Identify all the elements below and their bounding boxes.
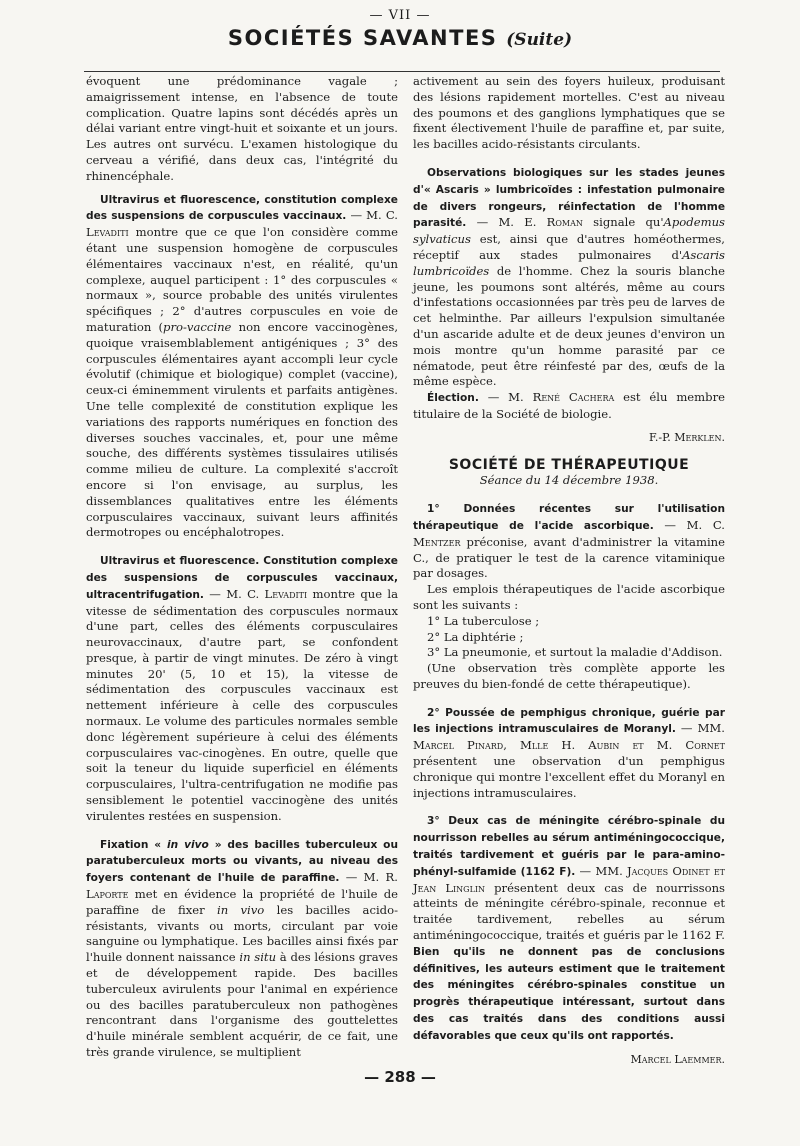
author: M. E. Roman: [498, 215, 583, 230]
italic-term: Ascaris lumbricoïdes: [413, 247, 725, 278]
section-title: 2° Poussée de pemphigus chronique, guérie par les injections intramusculaires de Moranyl.: [413, 706, 725, 736]
author: M. C. Mentzer: [413, 517, 725, 549]
section-title: Fixation « in vivo » des bacilles tuberculeux ou paratuberculeux morts ou vivants, au niveau des foyers contenant de l'huile de paraffine.: [86, 838, 398, 885]
running-head-title: SOCIÉTÉS SAVANTES: [227, 26, 498, 50]
section-body: montre que la vitesse de sédimentation des corpuscules normaux d'une part, celles des éléments corpusculaires neurovaccinaux, d'autre part, se confondent presque, à partir de vingt minutes. De zéro à vingt minutes 20' (5, 10 et 15), la vitesse de sédimentation des corpuscules vaccinaux est nettement inférieure à celle des corpuscules normaux. Le volume des particules normales semble donc légèrement supérieure à celui des éléments corpusculaires vac-cinogènes. En outre, quelle que soit la teneur du liquide superficiel en éléments corpusculaires, l'ultra-centrifugation ne modifie pas sensiblement le potentiel vaccinogène des unités virulentes restées en suspension.: [86, 586, 399, 823]
emplois-intro: Les emplois thérapeutiques de l'acide ascorbique sont les suivants :: [413, 582, 725, 612]
author: MM. Jacques Odinet et Jean Linglin: [413, 863, 725, 895]
italic-term: in vivo: [217, 902, 265, 917]
list-item: 1° La tuberculose ;: [427, 613, 540, 628]
section-body: montre que ce que l'on considère comme étant une suspension homogène de corpuscules élémentaires vaccinaux n'est, en réalité, qu'un complexe, auquel participent : 1° des corpuscules « normaux », source probable des unités virulentes spécifiques ; 2° d'autres corpuscules en voie de maturation (: [86, 225, 398, 334]
running-head-suite: (Suite): [506, 30, 573, 50]
election-note: Élection. — M. René Cachera est élu membre titulaire de la Société de biologie.: [413, 390, 725, 421]
section-ultravirus-1: Ultravirus et fluorescence, constitution complexe des suspensions de corpuscules vaccinaux. — M. C. Levaditi montre que ce que l'on considère comme étant une suspension homogène de corpuscules élémentaires vaccinaux n'est, en réalité, qu'un complexe, auquel participent : 1° des corpuscules « normaux », source probable des unités virulentes spécifiques ; 2° d'autres corpuscules en voie de maturation (pro-vaccine non encore vaccinogènes, quoique vraisemblablement antigéniques ; 3° des corpuscules élémentaires ayant accompli leur cycle évolutif (chimique et biologique) complet (vaccine), ceux-ci éminemment virulents et parfaits antigènes. Une telle complexité de constitution explique les variations des rapports numériques en fonction des diverses souches vaccinales, et, pour une même souche, des différents systèmes tissulaires utilisés comme milieu de culture. La complexité s'accroît encore si l'on envisage, au surplus, les dissemblances qualitatives entre les éléments corpusculaires vaccinaux, suivant leurs affinités dermotropes ou encéphalotropes.: [86, 193, 398, 540]
section-body: préconise, avant d'administrer la vitamine C., de pratiquer le test de la carence vitaminique par dosages.: [413, 534, 725, 581]
folio: — VII —: [369, 8, 431, 23]
author: M. R. Laporte: [86, 870, 398, 902]
author: René Cachera: [532, 390, 615, 405]
section-body: les bacilles acido-résistants, vivants ou morts, circulant par voie sanguine ou lymphatique. Les bacilles ainsi fixés par l'huile donnent naissance: [86, 902, 398, 965]
section-body: à des lésions graves et de développement rapide. Des bacilles tuberculeux avirulents pour l'animal en expérience ou des bacilles paratuberculeux non pathogènes rencontrant dans l'organisme des gouttelettes d'huile minérale semblent acquérir, de ce fait, une très grande virulence, se multiplient: [86, 950, 398, 1060]
author: M. C. Levaditi: [86, 208, 398, 240]
section-body: signale qu': [582, 215, 664, 230]
page-number: — 288 —: [364, 1068, 436, 1086]
italic-term: pro-vaccine: [163, 319, 232, 334]
section-ultravirus-2: Ultravirus et fluorescence. Constitution complexe des suspensions de corpuscules vaccinaux, ultracentrifugation. — M. C. Levaditi montre que la vitesse de sédimentation des corpuscules normaux d'une part, celles des éléments corpusculaires neurovaccinaux, d'autre part, se confondent presque, à partir de vingt minutes. De zéro à vingt minutes 20' (5, 10 et 15), la vitesse de sédimentation des corpuscules vaccinaux est nettement inférieure à celle des corpuscules normaux. Le volume des particules normales semble donc légèrement supérieure à celui des éléments corpusculaires vac-cinogènes. En outre, quelle que soit la teneur du liquide superficiel en éléments corpusculaires, l'ultra-centrifugation ne modifie pas sensiblement le potentiel vaccinogène des unités virulentes restées en suspension.: [86, 555, 399, 823]
section-body: présentent deux cas de nourrissons atteints de méningite cérébro-spinale, reconnue et traitée tardivement, rebelles au sérum antiméningococcique, traités et guéris par le 1162 F.: [413, 880, 725, 943]
paragraph-continued: activement au sein des foyers huileux, produisant des lésions rapidement mortelles. C'est au niveau des poumons et des ganglions lymphatiques que se fixent électivement l'huile de paraffine et, par suite, les bacilles acido-résistants circulants.: [413, 74, 725, 152]
italic-term: in situ: [239, 950, 277, 965]
signature: F.-P. Merklen.: [648, 430, 725, 444]
seance-date: Séance du 14 décembre 1938.: [479, 473, 659, 488]
section-title: 3° Deux cas de méningite cérébro-spinale du nourrisson rebelles au sérum antiméningococcique, traités tardivement et guéris par le para-amino-phényl-sulfamide (1162 F).: [413, 815, 725, 878]
section-title: Ultravirus et fluorescence, constitution complexe des suspensions de corpuscules vaccinaux.: [86, 193, 398, 223]
paragraph-continued: évoquent une prédominance vagale ; amaigrissement intense, en l'absence de toute complication. Quatre lapins sont décédés après un délai variant entre vingt-huit et soixante et un jours. Les autres ont survécu. L'examen histologique du cerveau a vérifié, dans deux cas, l'intégrité du rhinencéphale.: [86, 74, 398, 183]
section-body: de l'homme. Chez la souris blanche jeune, les poumons sont altérés, même au cours d'infestations occasionnées par très peu de larves de cet helminthe. Par ailleurs l'expulsion simultanée d'un ascaride adulte et de deux jeunes d'environ un mois montre qu'un homme parasité par ce nématode, peut être réinfesté par des, œufs de la même espèce.: [413, 263, 725, 389]
section-title: Ultravirus et fluorescence. Constitution complexe des suspensions de corpuscules vaccinaux, ultracentrifugation.: [86, 555, 398, 601]
section-title: 1° Données récentes sur l'utilisation thérapeutique de l'acide ascorbique.: [413, 503, 725, 532]
running-head: [0, 26, 800, 50]
italic-term: Apodemus sylvaticus: [413, 215, 725, 247]
section-meningite: 3° Deux cas de méningite cérébro-spinale du nourrisson rebelles au sérum antiméningococcique, traités tardivement et guéris par le para-amino-phényl-sulfamide (1162 F). — MM. Jacques Odinet et Jean Linglin présentent deux cas de nourrissons atteints de méningite cérébro-spinale, reconnue et traitée tardivement, rebelles au sérum antiméningococcique, traités et guéris par le 1162 F. Bien qu'ils ne donnent pas de conclusions définitives, les auteurs estiment que le traitement des méningites cérébro-spinales constitue un progrès thérapeutique intéressant, surtout dans des cas traités dans des conditions aussi défavorables que ceux qu'ils ont rapportés.: [413, 815, 725, 1042]
section-body: non encore vaccinogènes, quoique vraisemblablement antigéniques ; 3° des corpuscules élémentaires ayant accompli leur cycle évolutif (chimique et biologique) complet (vaccine), ceux-ci éminemment virulents et parfaits antigènes. Une telle complexité de constitution explique les variations des rapports numériques en fonction des diverses souches vaccinales, et, pour une même souche, des différents systèmes tissulaires utilisés comme milieu de culture. La complexité s'accroît encore si l'on envisage, au surplus, les dissemblances qualitatives entre les éléments corpusculaires vaccinaux, suivant leurs affinités dermotropes ou encéphalotropes.: [86, 319, 398, 540]
election-label: Élection.: [427, 392, 479, 405]
section-ascorbique: 1° Données récentes sur l'utilisation thérapeutique de l'acide ascorbique. — M. C. Mentzer préconise, avant d'administrer la vitamine C., de pratiquer le test de la carence vitaminique par dosages.: [413, 503, 725, 581]
section-ascaris: Observations biologiques sur les stades jeunes d'« Ascaris » lumbricoïdes : infestation pulmonaire de divers rongeurs, réinfectation de l'homme parasité. — M. E. Roman signale qu'Apodemus sylvaticus est, ainsi que d'autres homéothermes, réceptif aux stades pulmonaires d'Ascaris lumbricoïdes de l'homme. Chez la souris blanche jeune, les poumons sont altérés, même au cours d'infestations occasionnées par très peu de larves de cet helminthe. Par ailleurs l'expulsion simultanée d'un ascaride adulte et de deux jeunes d'environ un mois montre qu'un homme parasité par ce nématode, peut être réinfesté par des, œufs de la même espèce.: [413, 166, 725, 389]
author: MM. Marcel Pinard, Mlle H. Aubin et M. Cornet: [413, 721, 725, 753]
list-item: 2° La diphtérie ;: [427, 629, 524, 644]
header-rule: [84, 71, 720, 72]
left-column: [86, 74, 398, 1061]
signature: Marcel Laemmer.: [630, 1052, 725, 1066]
section-body: présentent une observation d'un pemphigus chronique qui montre l'excellent effet du Moranyl en injections intramusculaires.: [413, 754, 725, 800]
section-pemphigus: 2° Poussée de pemphigus chronique, guérie par les injections intramusculaires de Moranyl. — MM. Marcel Pinard, Mlle H. Aubin et M. Cornet présentent une observation d'un pemphigus chronique qui montre l'excellent effet du Moranyl en injections intramusculaires.: [413, 706, 725, 800]
author: M. C. Levaditi: [226, 586, 308, 601]
section-title: Observations biologiques sur les stades jeunes d'« Ascaris » lumbricoïdes : infestation pulmonaire de divers rongeurs, réinfectation de l'homme parasité.: [413, 166, 725, 230]
section-fixation: Fixation « in vivo » des bacilles tuberculeux ou paratuberculeux morts ou vivants, au niveau des foyers contenant de l'huile de paraffine. — M. R. Laporte met en évidence la propriété de l'huile de paraffine de fixer in vivo les bacilles acido-résistants, vivants ou morts, circulant par voie sanguine ou lymphatique. Les bacilles ainsi fixés par l'huile donnent naissance in situ à des lésions graves et de développement rapide. Des bacilles tuberculeux avirulents pour l'animal en expérience ou des bacilles paratuberculeux non pathogènes rencontrant dans l'organisme des gouttelettes d'huile minérale semblent acquérir, de ce fait, une très grande virulence, se multiplient: [86, 838, 399, 1060]
section-body: est, ainsi que d'autres homéothermes, réceptif aux stades pulmonaires d': [413, 232, 725, 262]
list-item: 3° La pneumonie, et surtout la maladie d'Addison.: [427, 645, 723, 660]
section-body-bold: Bien qu'ils ne donnent pas de conclusions définitives, les auteurs estiment que le traitement des méningites cérébro-spinales constitue un progrès thérapeutique intéressant, surtout dans des cas traités dans des conditions aussi défavorables que ceux qu'ils ont rapportés.: [413, 945, 725, 1042]
section-body: met en évidence la propriété de l'huile de paraffine de fixer: [86, 887, 399, 917]
observation-note: (Une observation très complète apporte les preuves du bien-fondé de cette thérapeutique).: [413, 661, 725, 691]
society-title: SOCIÉTÉ DE THÉRAPEUTIQUE: [448, 456, 690, 473]
right-column: [413, 74, 725, 1067]
